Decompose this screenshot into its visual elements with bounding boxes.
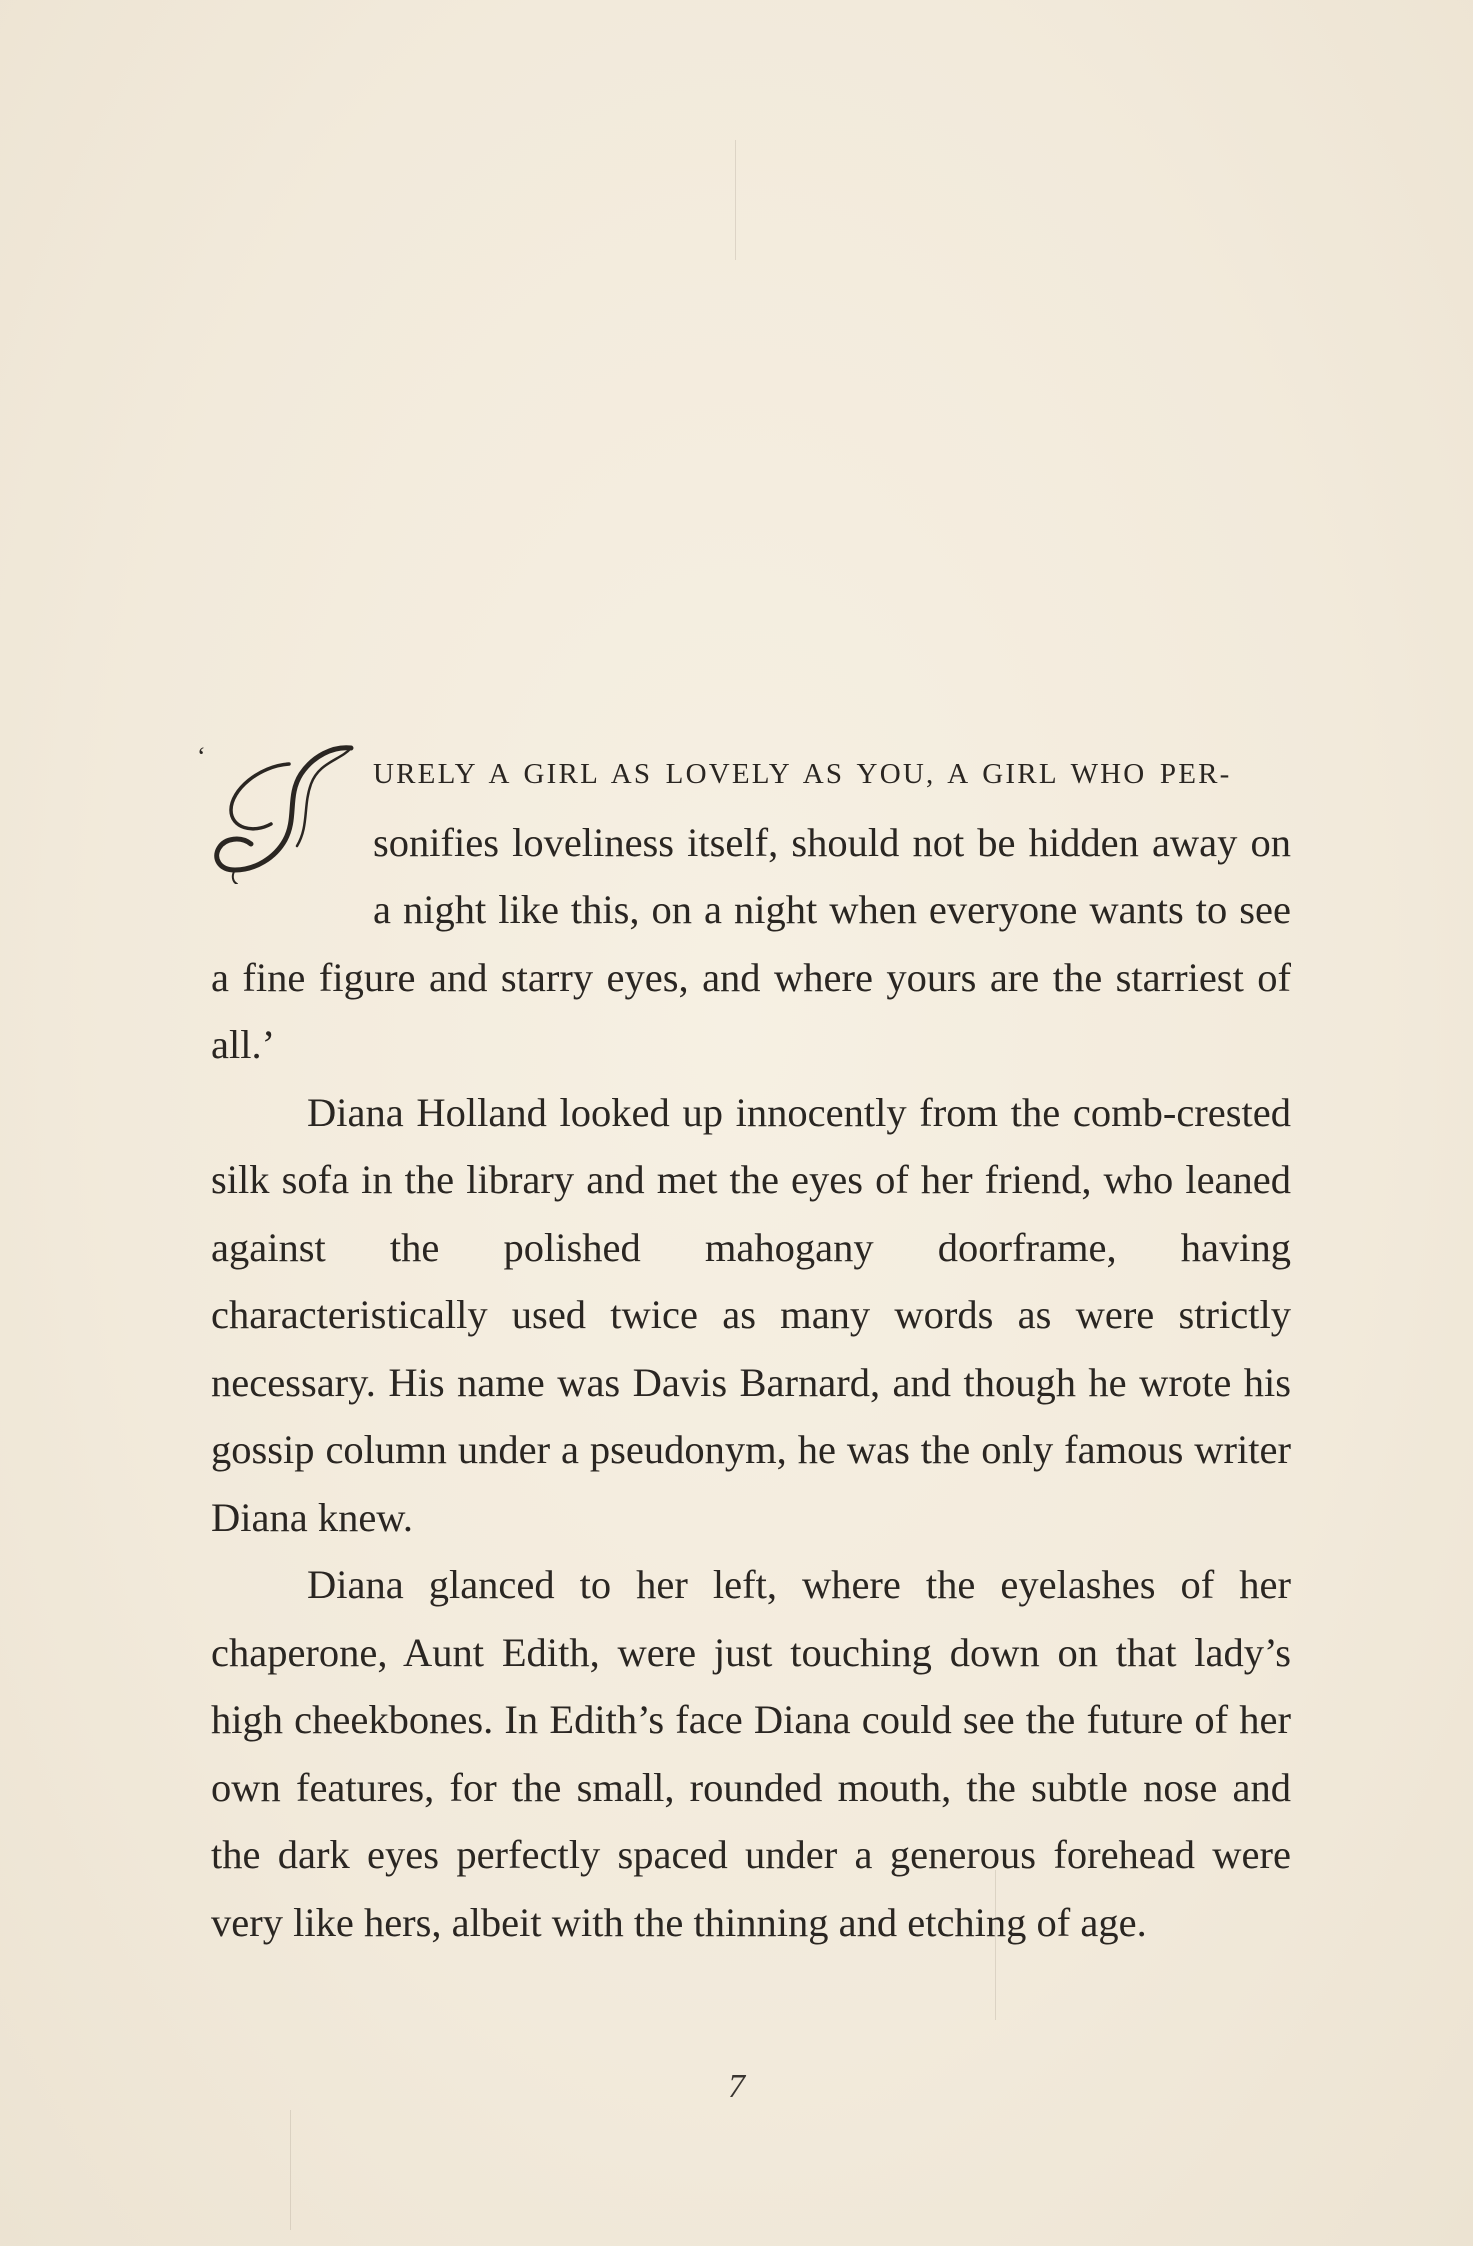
opening-paragraph	[197, 736, 1291, 1079]
paragraph: Diana glanced to her left, where the eyelashes of her chaperone, Aunt Edith, were just touching down on that lady’s high cheekbones. In Edith’s face Diana could see the future of her own features, for the small, rounded mouth, the subtle nose and the dark eyes perfectly spaced under a generous forehead were very like hers, albeit with the thinning and etching of age.	[211, 1562, 1291, 1945]
opening-quote-mark: ‘	[197, 742, 206, 771]
lead-small-caps: URELY A GIRL AS LOVELY AS YOU, A GIRL WHO PER-	[373, 758, 1232, 790]
show-through-line	[735, 140, 736, 260]
opening-text: sonifies loveliness itself, should not be hidden away on a night like this, on a night when everyone wants to see a fine figure and starry eyes, and where yours are the starriest of all.’	[211, 819, 1291, 1067]
show-through-line	[290, 2110, 291, 2230]
drop-cap-s-glyph	[201, 744, 367, 884]
body-text	[197, 736, 1291, 1956]
paragraph: Diana Holland looked up innocently from the comb-crested silk sofa in the library and met the eyes of her friend, who leaned against the polished mahogany doorframe, having characteristically used twice as many words as were strictly necessary. His name was Davis Barnard, and though he wrote his gossip column under a pseudonym, he was the only famous writer Diana knew.	[211, 1089, 1291, 1540]
drop-cap	[197, 742, 367, 884]
page-number: 7	[728, 2068, 745, 2105]
